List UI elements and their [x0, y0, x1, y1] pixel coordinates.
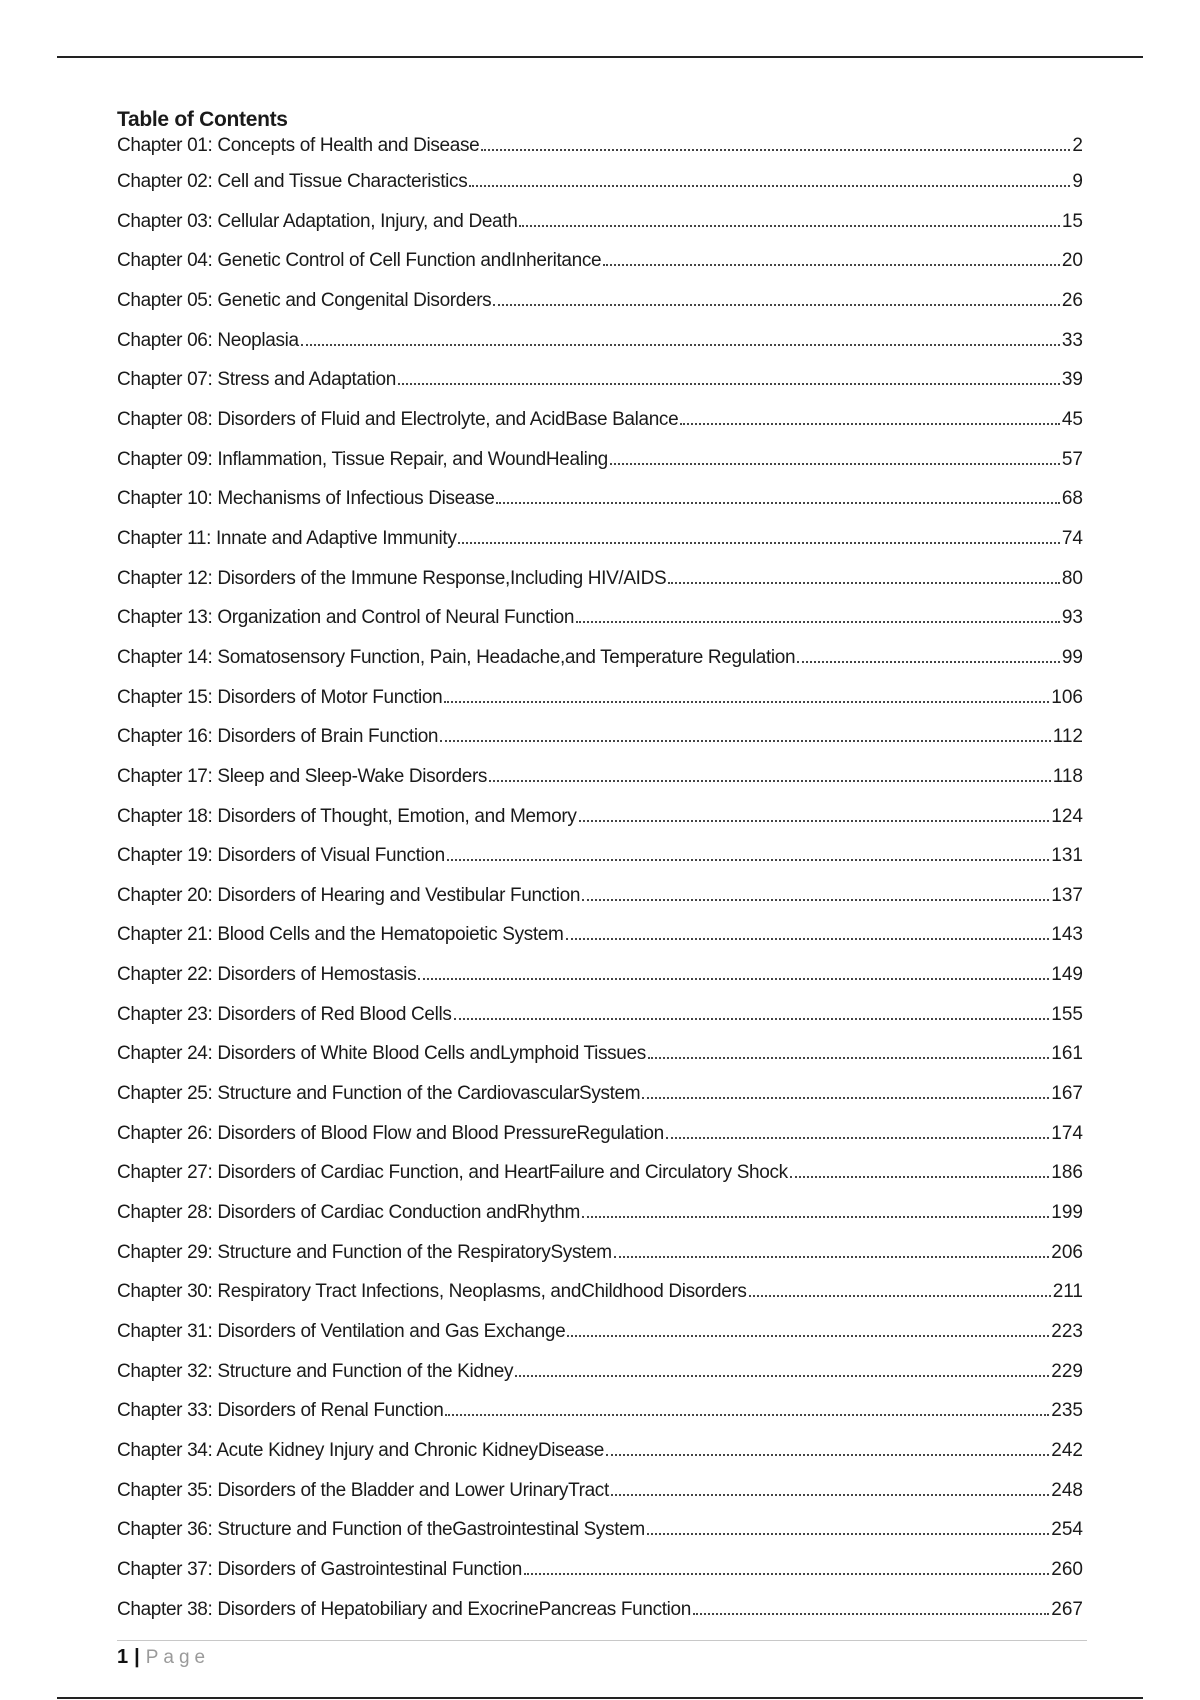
- toc-entry-title[interactable]: Chapter 09: Inflammation, Tissue Repair, and WoundHealing: [117, 448, 608, 470]
- toc-dot-leader: [489, 780, 1051, 782]
- toc-entry-page[interactable]: 131: [1051, 845, 1083, 867]
- toc-entry-page[interactable]: 206: [1051, 1241, 1083, 1263]
- toc-dot-leader: [606, 1454, 1049, 1456]
- toc-entry-page[interactable]: 174: [1051, 1122, 1083, 1144]
- toc-entry[interactable]: [117, 1435, 1083, 1475]
- toc-entry-title[interactable]: Chapter 13: Organization and Control of Neural Function: [117, 607, 575, 629]
- toc-dot-leader: [582, 1216, 1049, 1218]
- toc-entry-page[interactable]: 235: [1051, 1400, 1083, 1422]
- toc-entry-page[interactable]: 267: [1051, 1598, 1083, 1620]
- footer-rule: [117, 1640, 1087, 1641]
- toc-entry-page[interactable]: 112: [1052, 726, 1083, 748]
- toc-entry-page[interactable]: 161: [1051, 1043, 1083, 1065]
- toc-dot-leader: [790, 1176, 1050, 1178]
- toc-dot-leader: [418, 978, 1049, 980]
- toc-entry-title[interactable]: Chapter 38: Disorders of Hepatobiliary and ExocrinePancreas Function: [117, 1598, 691, 1620]
- toc-dot-leader: [647, 1533, 1049, 1535]
- toc-entry-title[interactable]: Chapter 10: Mechanisms of Infectious Disease: [117, 488, 495, 510]
- toc-dot-leader: [301, 344, 1060, 346]
- toc-entry[interactable]: [117, 1078, 1083, 1118]
- toc-entry[interactable]: [117, 682, 1083, 722]
- toc-entry-title[interactable]: Chapter 02: Cell and Tissue Characteristics: [117, 171, 468, 192]
- toc-entry-title[interactable]: Chapter 32: Structure and Function of the Kidney: [117, 1360, 514, 1382]
- toc-dot-leader: [398, 383, 1060, 385]
- toc-entry[interactable]: [117, 1356, 1083, 1396]
- toc-dot-leader: [496, 502, 1059, 504]
- toc-dot-leader: [444, 701, 1049, 703]
- toc-entry[interactable]: [117, 919, 1083, 959]
- toc-entry[interactable]: [117, 166, 1083, 206]
- toc-entry[interactable]: [117, 325, 1083, 365]
- toc-entry-title[interactable]: Chapter 35: Disorders of the Bladder and Lower UrinaryTract: [117, 1479, 609, 1501]
- toc-dot-leader: [749, 1295, 1051, 1297]
- toc-entry-page[interactable]: 254: [1051, 1519, 1083, 1541]
- toc-dot-leader: [469, 185, 1070, 187]
- toc-entry[interactable]: [117, 880, 1083, 920]
- footer-separator: |: [134, 1646, 140, 1668]
- toc-dot-leader: [579, 820, 1050, 822]
- toc-entry[interactable]: [117, 761, 1083, 801]
- toc-entry-page[interactable]: 45: [1061, 408, 1083, 430]
- toc-entry-title[interactable]: Chapter 14: Somatosensory Function, Pain, Headache,and Temperature Regulation: [117, 646, 796, 668]
- toc-list: [117, 134, 1083, 1633]
- toc-entry[interactable]: [117, 134, 1083, 166]
- toc-entry[interactable]: [117, 206, 1083, 246]
- toc-entry-title[interactable]: Chapter 31: Disorders of Ventilation and Gas Exchange: [117, 1321, 566, 1343]
- toc-dot-leader: [582, 899, 1049, 901]
- toc-entry-title[interactable]: Chapter 19: Disorders of Visual Function: [117, 845, 445, 867]
- toc-entry-title[interactable]: Chapter 22: Disorders of Hemostasis: [117, 964, 417, 986]
- toc-entry[interactable]: [117, 1395, 1083, 1435]
- toc-dot-leader: [493, 304, 1060, 306]
- toc-entry[interactable]: [117, 840, 1083, 880]
- toc-entry-title[interactable]: Chapter 24: Disorders of White Blood Cells andLymphoid Tissues: [117, 1043, 646, 1065]
- toc-entry-title[interactable]: Chapter 05: Genetic and Congenital Disorders: [117, 289, 492, 311]
- toc-entry[interactable]: [117, 1197, 1083, 1237]
- toc-entry-page[interactable]: 57: [1061, 448, 1083, 470]
- toc-entry-page[interactable]: 199: [1051, 1202, 1083, 1224]
- toc-dot-leader: [566, 938, 1050, 940]
- toc-entry-title[interactable]: Chapter 16: Disorders of Brain Function: [117, 726, 439, 748]
- toc-entry-page[interactable]: 229: [1051, 1360, 1083, 1382]
- toc-dot-leader: [603, 264, 1060, 266]
- toc-dot-leader: [648, 1057, 1049, 1059]
- toc-entry-title[interactable]: Chapter 28: Disorders of Cardiac Conduction andRhythm: [117, 1202, 581, 1224]
- toc-dot-leader: [611, 1494, 1049, 1496]
- toc-entry-page[interactable]: 15: [1061, 210, 1083, 232]
- toc-entry[interactable]: [117, 404, 1083, 444]
- toc-entry[interactable]: [117, 285, 1083, 325]
- toc-dot-leader: [567, 1335, 1049, 1337]
- toc-entry[interactable]: [117, 563, 1083, 603]
- toc-entry-title[interactable]: Chapter 01: Concepts of Health and Disease: [117, 135, 480, 156]
- toc-entry[interactable]: [117, 1038, 1083, 1078]
- header-rule: [57, 56, 1143, 58]
- toc-entry[interactable]: [117, 1118, 1083, 1158]
- toc-entry-page[interactable]: 2: [1072, 135, 1083, 156]
- toc-dot-leader: [481, 149, 1070, 151]
- toc-title: Table of Contents: [117, 108, 288, 131]
- toc-entry-page[interactable]: 137: [1051, 884, 1083, 906]
- page-footer: [117, 1644, 210, 1671]
- toc-entry-title[interactable]: Chapter 23: Disorders of Red Blood Cells: [117, 1003, 452, 1025]
- toc-entry-page[interactable]: 33: [1061, 329, 1083, 351]
- toc-entry-page[interactable]: 211: [1052, 1281, 1083, 1303]
- toc-entry-page[interactable]: 68: [1061, 488, 1083, 510]
- toc-entry-title[interactable]: Chapter 03: Cellular Adaptation, Injury, and Death: [117, 210, 518, 232]
- toc-entry-title[interactable]: Chapter 04: Genetic Control of Cell Function andInheritance: [117, 250, 602, 272]
- toc-entry[interactable]: [117, 364, 1083, 404]
- toc-entry-page[interactable]: 167: [1051, 1083, 1083, 1105]
- toc-dot-leader: [524, 1573, 1049, 1575]
- toc-entry[interactable]: [117, 1554, 1083, 1594]
- table-of-contents: [117, 108, 1083, 1633]
- toc-entry[interactable]: [117, 1594, 1083, 1634]
- toc-dot-leader: [440, 740, 1051, 742]
- toc-entry-title[interactable]: Chapter 07: Stress and Adaptation: [117, 369, 396, 391]
- toc-entry[interactable]: [117, 1276, 1083, 1316]
- toc-entry-title[interactable]: Chapter 36: Structure and Function of theGastrointestinal System: [117, 1519, 645, 1541]
- toc-entry[interactable]: [117, 1316, 1083, 1356]
- toc-dot-leader: [680, 423, 1060, 425]
- toc-entry-page[interactable]: 99: [1061, 646, 1083, 668]
- toc-entry-title[interactable]: Chapter 27: Disorders of Cardiac Function, and HeartFailure and Circulatory Shock: [117, 1162, 788, 1184]
- toc-entry-title[interactable]: Chapter 11: Innate and Adaptive Immunity: [117, 527, 457, 549]
- toc-entry[interactable]: [117, 959, 1083, 999]
- toc-dot-leader: [454, 1018, 1050, 1020]
- footer-page-number: 1: [117, 1646, 129, 1668]
- toc-entry-title[interactable]: Chapter 21: Blood Cells and the Hematopoietic System: [117, 924, 564, 946]
- toc-entry-page[interactable]: 223: [1051, 1321, 1083, 1343]
- toc-entry-title[interactable]: Chapter 33: Disorders of Renal Function: [117, 1400, 444, 1422]
- toc-dot-leader: [668, 582, 1060, 584]
- toc-entry-title[interactable]: Chapter 37: Disorders of Gastrointestinal Function: [117, 1558, 522, 1580]
- toc-entry[interactable]: [117, 1475, 1083, 1515]
- footer-page-label: Page: [145, 1647, 211, 1668]
- toc-entry[interactable]: [117, 245, 1083, 285]
- toc-dot-leader: [519, 225, 1059, 227]
- toc-entry-title[interactable]: Chapter 29: Structure and Function of the RespiratorySystem: [117, 1241, 612, 1263]
- toc-entry-page[interactable]: 93: [1061, 607, 1083, 629]
- toc-entry-page[interactable]: 26: [1061, 289, 1083, 311]
- toc-entry-page[interactable]: 80: [1061, 567, 1083, 589]
- toc-dot-leader: [447, 859, 1049, 861]
- toc-dot-leader: [642, 1097, 1049, 1099]
- toc-dot-leader: [576, 621, 1060, 623]
- toc-entry[interactable]: [117, 1157, 1083, 1197]
- toc-entry-title[interactable]: Chapter 08: Disorders of Fluid and Electrolyte, and AcidBase Balance: [117, 408, 679, 430]
- toc-entry-title[interactable]: Chapter 30: Respiratory Tract Infections, Neoplasms, andChildhood Disorders: [117, 1281, 747, 1303]
- toc-entry-page[interactable]: 118: [1052, 765, 1083, 787]
- toc-entry[interactable]: [117, 721, 1083, 761]
- toc-entry-page[interactable]: 124: [1051, 805, 1083, 827]
- toc-entry-title[interactable]: Chapter 34: Acute Kidney Injury and Chronic KidneyDisease: [117, 1440, 605, 1461]
- toc-entry[interactable]: [117, 999, 1083, 1039]
- toc-dot-leader: [614, 1256, 1050, 1258]
- toc-entry-page[interactable]: 106: [1051, 686, 1083, 708]
- toc-entry-page[interactable]: 186: [1051, 1162, 1083, 1184]
- toc-entry-page[interactable]: 155: [1051, 1003, 1083, 1025]
- toc-dot-leader: [797, 661, 1060, 663]
- toc-entry[interactable]: [117, 801, 1083, 841]
- toc-entry[interactable]: [117, 602, 1083, 642]
- toc-entry-page[interactable]: 149: [1051, 964, 1083, 986]
- toc-entry[interactable]: [117, 444, 1083, 484]
- toc-entry-page[interactable]: 74: [1061, 527, 1083, 549]
- toc-entry-title[interactable]: Chapter 20: Disorders of Hearing and Vestibular Function: [117, 884, 581, 906]
- toc-dot-leader: [610, 463, 1060, 465]
- toc-entry-title[interactable]: Chapter 25: Structure and Function of the CardiovascularSystem: [117, 1083, 641, 1105]
- toc-entry[interactable]: [117, 642, 1083, 682]
- toc-entry[interactable]: [117, 523, 1083, 563]
- toc-entry-page[interactable]: 20: [1061, 250, 1083, 272]
- toc-dot-leader: [458, 542, 1059, 544]
- toc-entry-title[interactable]: Chapter 12: Disorders of the Immune Response,Including HIV/AIDS: [117, 567, 667, 589]
- toc-entry-page[interactable]: 143: [1051, 924, 1083, 946]
- toc-dot-leader: [445, 1414, 1049, 1416]
- toc-entry-page[interactable]: 39: [1061, 369, 1083, 391]
- bottom-rule: [57, 1697, 1143, 1699]
- toc-entry-page[interactable]: 9: [1072, 171, 1083, 192]
- toc-entry-title[interactable]: Chapter 18: Disorders of Thought, Emotion, and Memory: [117, 805, 577, 827]
- toc-entry[interactable]: [117, 1237, 1083, 1277]
- toc-entry[interactable]: [117, 1514, 1083, 1554]
- toc-entry-title[interactable]: Chapter 17: Sleep and Sleep-Wake Disorders: [117, 765, 488, 787]
- toc-entry-page[interactable]: 248: [1051, 1479, 1083, 1501]
- toc-entry-title[interactable]: Chapter 26: Disorders of Blood Flow and Blood PressureRegulation: [117, 1122, 664, 1144]
- toc-dot-leader: [666, 1137, 1049, 1139]
- toc-entry-page[interactable]: 242: [1051, 1440, 1083, 1461]
- toc-entry-title[interactable]: Chapter 06: Neoplasia: [117, 329, 299, 351]
- toc-entry-page[interactable]: 260: [1051, 1558, 1083, 1580]
- toc-dot-leader: [693, 1613, 1049, 1615]
- toc-dot-leader: [515, 1375, 1049, 1377]
- toc-entry[interactable]: [117, 483, 1083, 523]
- toc-entry-title[interactable]: Chapter 15: Disorders of Motor Function: [117, 686, 443, 708]
